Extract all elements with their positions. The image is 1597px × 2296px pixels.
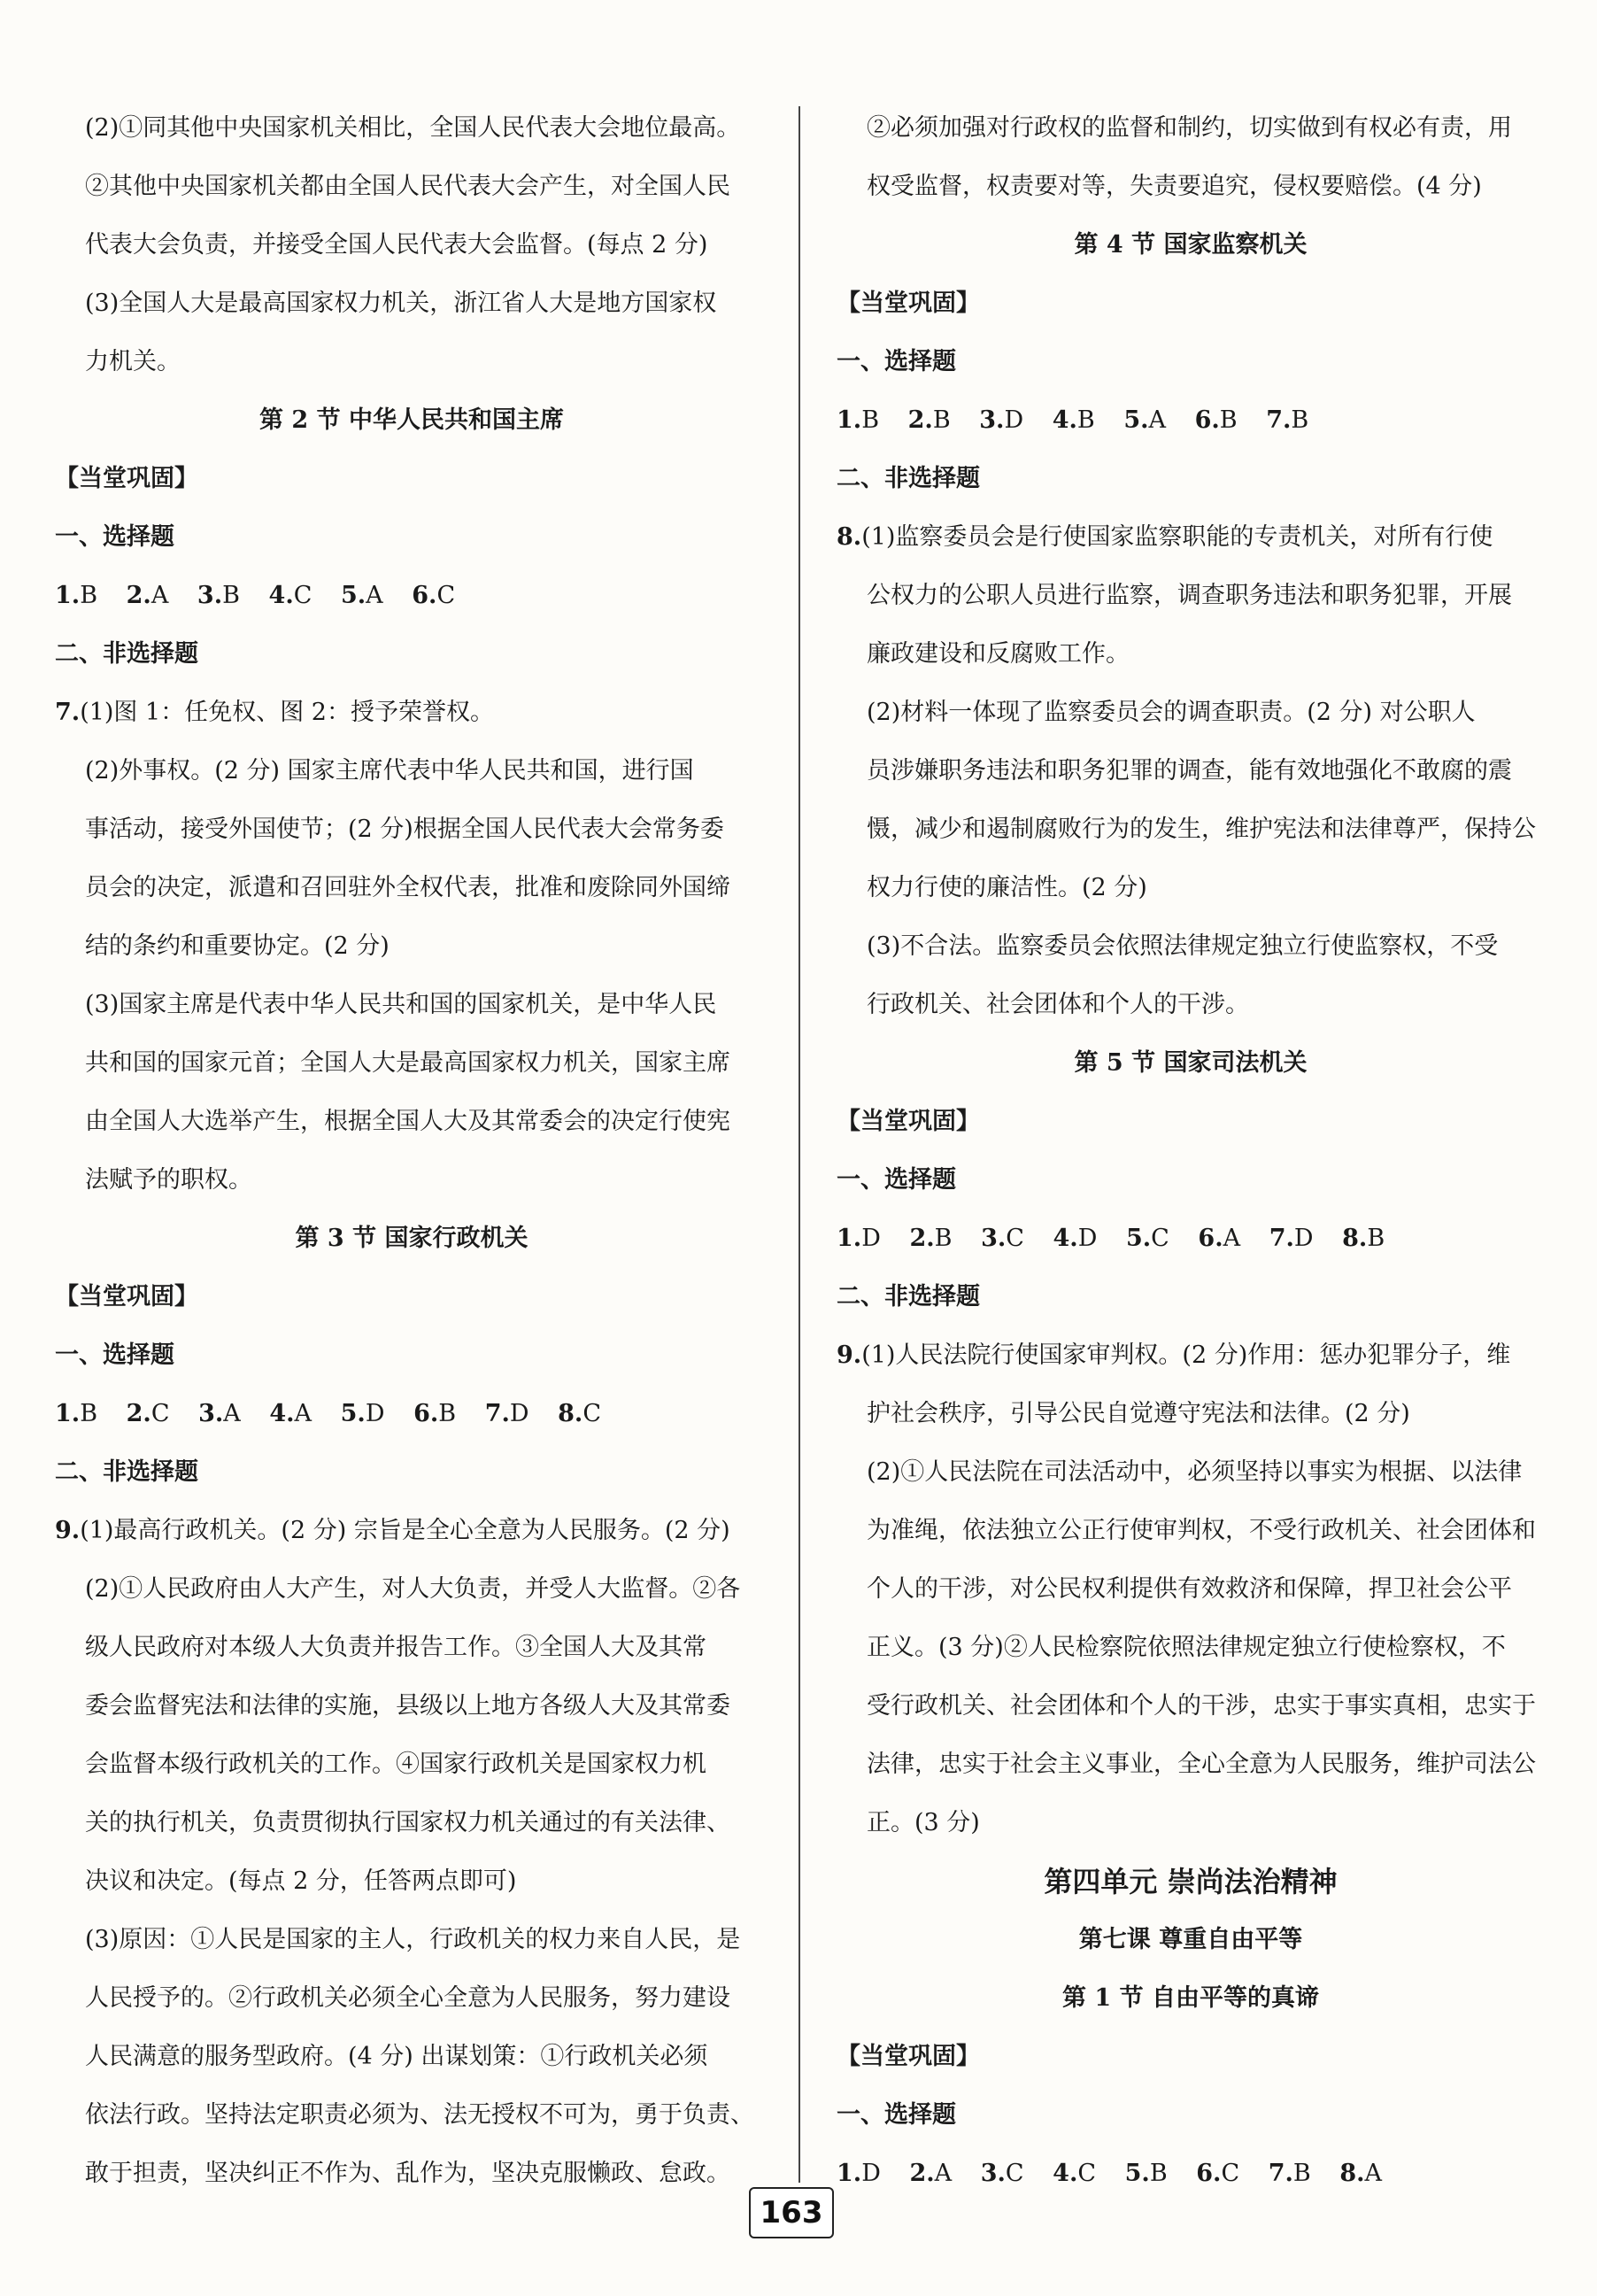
answer-row: [837, 391, 1545, 450]
answer-item: 4.A: [269, 1400, 312, 1427]
answer-item: 6.B: [1194, 406, 1238, 434]
answer-row: [55, 567, 768, 625]
text-line: (2)①人民法院在司法活动中，必须坚持以事实为根据、以法律: [867, 1458, 1523, 1486]
answer-item: 1.D: [837, 1225, 881, 1252]
answer-item: 6.C: [412, 582, 456, 609]
text-line: 由全国人大选举产生，根据全国人大及其常委会的决定行使宪: [85, 1108, 730, 1135]
answer-item: 7.B: [1266, 406, 1309, 434]
text-line: (3)原因：①人民是国家的主人，行政机关的权力来自人民，是: [85, 1926, 741, 1953]
text-line: 公权力的公职人员进行监察，调查职务违法和职务犯罪，开展: [867, 582, 1512, 609]
question-number: 8.: [837, 523, 862, 551]
answer-item: 5.A: [1123, 406, 1166, 434]
text-line: 事活动，接受外国使节；(2 分)根据全国人民代表大会常务委: [85, 816, 724, 843]
text-line: (2)①人民政府由人大产生，对人大负责，并受人大监督。②各: [85, 1575, 741, 1603]
text-line: 共和国的国家元首；全国人大是最高国家权力机关，国家主席: [85, 1049, 730, 1077]
text-line: 级人民政府对本级人大负责并报告工作。③全国人大及其常: [85, 1634, 706, 1661]
answer-item: 7.D: [484, 1400, 529, 1427]
text-line: (3)全国人大是最高国家权力机关，浙江省人大是地方国家权: [85, 290, 717, 317]
section-tag: 【当堂巩固】: [55, 465, 198, 492]
text-line: ②必须加强对行政权的监督和制约，切实做到有权必有责，用: [867, 114, 1512, 142]
text-line: 人民满意的服务型政府。(4 分) 出谋划策：①行政机关必须: [85, 2043, 708, 2070]
answer-item: 3.C: [980, 2160, 1024, 2187]
text-line: 9.(1)最高行政机关。(2 分) 宗旨是全心全意为人民服务。(2 分): [55, 1517, 730, 1544]
text-line: 为准绳，依法独立公正行使审判权，不受行政机关、社会团体和: [867, 1517, 1536, 1544]
answer-item: 8.C: [558, 1400, 601, 1427]
answer-item: 3.A: [198, 1400, 241, 1427]
text-line: 行政机关、社会团体和个人的干涉。: [867, 991, 1249, 1018]
text-line: 护社会秩序，引导公民自觉遵守宪法和法律。(2 分): [867, 1400, 1410, 1427]
text-line: 9.(1)人民法院行使国家审判权。(2 分)作用：惩办犯罪分子，维: [837, 1341, 1511, 1369]
section-title: 第 4 节 国家监察机关: [1074, 231, 1308, 259]
section-tag: 【当堂巩固】: [837, 2043, 980, 2070]
text-line: 代表大会负责，并接受全国人民代表大会监督。(每点 2 分): [85, 231, 708, 259]
section-title: 第 3 节 国家行政机关: [295, 1225, 528, 1252]
answer-item: 8.A: [1339, 2160, 1383, 2187]
section-tag: 【当堂巩固】: [55, 1283, 198, 1310]
text-line: (3)不合法。监察委员会依照法律规定独立行使监察权，不受: [867, 932, 1499, 960]
question-number: 7.: [55, 699, 81, 726]
answer-item: 2.A: [909, 2160, 953, 2187]
text-line: 7.(1)图 1：任免权、图 2：授予荣誉权。: [55, 699, 494, 726]
text-line: (2)材料一体现了监察委员会的调查职责。(2 分) 对公职人: [867, 699, 1476, 726]
text-line: 力机关。: [85, 348, 181, 375]
answer-item: 4.C: [268, 582, 312, 609]
question-type-heading: 二、非选择题: [837, 465, 980, 492]
answer-item: 2.B: [909, 1225, 953, 1252]
text-line: (3)国家主席是代表中华人民共和国的国家机关，是中华人民: [85, 991, 717, 1018]
text-line: 法律，忠实于社会主义事业，全心全意为人民服务，维护司法公: [867, 1751, 1536, 1778]
text-line: 结的条约和重要协定。(2 分): [85, 932, 390, 960]
section-title: 第 5 节 国家司法机关: [1074, 1049, 1308, 1077]
answer-item: 1.B: [55, 582, 98, 609]
text-line: 正。(3 分): [867, 1809, 980, 1836]
text-line: 权受监督，权责要对等，失责要追究，侵权要赔偿。(4 分): [867, 173, 1482, 200]
answer-item: 5.B: [1124, 2160, 1168, 2187]
text-line: 正义。(3 分)②人民检察院依照法律规定独立行使检察权，不: [867, 1634, 1506, 1661]
text-line: 员涉嫌职务违法和职务犯罪的调查，能有效地强化不敢腐的震: [867, 757, 1512, 785]
answer-item: 6.B: [413, 1400, 457, 1427]
question-type-heading: 一、选择题: [837, 348, 956, 375]
section-title: 第 2 节 中华人民共和国主席: [259, 406, 564, 434]
answer-item: 4.C: [1053, 2160, 1097, 2187]
question-type-heading: 二、非选择题: [55, 1458, 198, 1486]
text-line: 个人的干涉，对公民权利提供有效救济和保障，捍卫社会公平: [867, 1575, 1512, 1603]
section-title: 第 1 节 自由平等的真谛: [1062, 1984, 1319, 2012]
answer-item: 3.C: [981, 1225, 1024, 1252]
text-line: 决议和决定。(每点 2 分，任答两点即可): [85, 1867, 517, 1895]
answer-item: 8.B: [1342, 1225, 1385, 1252]
text-line: 关的执行机关，负责贯彻执行国家权力机关通过的有关法律、: [85, 1809, 730, 1836]
answer-item: 7.D: [1269, 1225, 1314, 1252]
text-line: 慑，减少和遏制腐败行为的发生，维护宪法和法律尊严，保持公: [867, 816, 1536, 843]
text-line: 8.(1)监察委员会是行使国家监察职能的专责机关，对所有行使: [837, 523, 1493, 551]
answer-item: 2.A: [126, 582, 169, 609]
answer-row: [55, 1385, 768, 1443]
text-line: 委会监督宪法和法律的实施，县级以上地方各级人大及其常委: [85, 1692, 730, 1720]
question-number: 9.: [55, 1517, 81, 1544]
section-tag: 【当堂巩固】: [837, 1108, 980, 1135]
answer-row: [837, 2145, 1545, 2203]
question-type-heading: 一、选择题: [55, 523, 174, 551]
column-divider: [798, 106, 800, 2183]
answer-item: 3.D: [979, 406, 1024, 434]
question-type-heading: 一、选择题: [837, 1166, 956, 1194]
question-type-heading: 一、选择题: [55, 1341, 174, 1369]
lesson-title: 第七课 尊重自由平等: [1078, 1926, 1303, 1953]
answer-item: 2.B: [907, 406, 951, 434]
answer-item: 5.D: [340, 1400, 385, 1427]
question-type-heading: 二、非选择题: [55, 640, 198, 668]
answer-item: 4.B: [1052, 406, 1095, 434]
answer-item: 6.C: [1196, 2160, 1240, 2187]
answer-item: 5.C: [1125, 1225, 1169, 1252]
answer-item: 7.B: [1268, 2160, 1311, 2187]
answer-item: 1.B: [837, 406, 880, 434]
text-line: (2)外事权。(2 分) 国家主席代表中华人民共和国，进行国: [85, 757, 694, 785]
text-line: 权力行使的廉洁性。(2 分): [867, 874, 1147, 901]
answer-item: 4.D: [1053, 1225, 1098, 1252]
text-line: 依法行政。坚持法定职责必须为、法无授权不可为，勇于负责、: [85, 2101, 754, 2129]
right-column: [837, 99, 1545, 2203]
text-line: 法赋予的职权。: [85, 1166, 252, 1194]
text-line: 员会的决定，派遣和召回驻外全权代表，批准和废除同外国缔: [85, 874, 730, 901]
text-line: 受行政机关、社会团体和个人的干涉，忠实于事实真相，忠实于: [867, 1692, 1536, 1720]
text-line: (2)①同其他中央国家机关相比，全国人民代表大会地位最高。: [85, 114, 741, 142]
answer-item: 3.B: [197, 582, 240, 609]
answer-item: 5.A: [340, 582, 383, 609]
answer-row: [837, 1210, 1545, 1268]
text-line: ②其他中央国家机关都由全国人民代表大会产生，对全国人民: [85, 173, 730, 200]
section-tag: 【当堂巩固】: [837, 290, 980, 317]
text-line: 敢于担责，坚决纠正不作为、乱作为，坚决克服懒政、怠政。: [85, 2160, 730, 2187]
text-line: 人民授予的。②行政机关必须全心全意为人民服务，努力建设: [85, 1984, 730, 2012]
page-number: 163: [749, 2187, 834, 2238]
text-line: 会监督本级行政机关的工作。④国家行政机关是国家权力机: [85, 1751, 706, 1778]
left-column: [55, 99, 768, 2203]
question-type-heading: 一、选择题: [837, 2101, 956, 2129]
answer-item: 2.C: [126, 1400, 170, 1427]
text-line: 廉政建设和反腐败工作。: [867, 640, 1130, 668]
answer-item: 6.A: [1198, 1225, 1241, 1252]
answer-item: 1.D: [837, 2160, 881, 2187]
answer-item: 1.B: [55, 1400, 98, 1427]
question-number: 9.: [837, 1341, 862, 1369]
unit-title: 第四单元 崇尚法治精神: [1044, 1865, 1338, 1898]
question-type-heading: 二、非选择题: [837, 1283, 980, 1310]
